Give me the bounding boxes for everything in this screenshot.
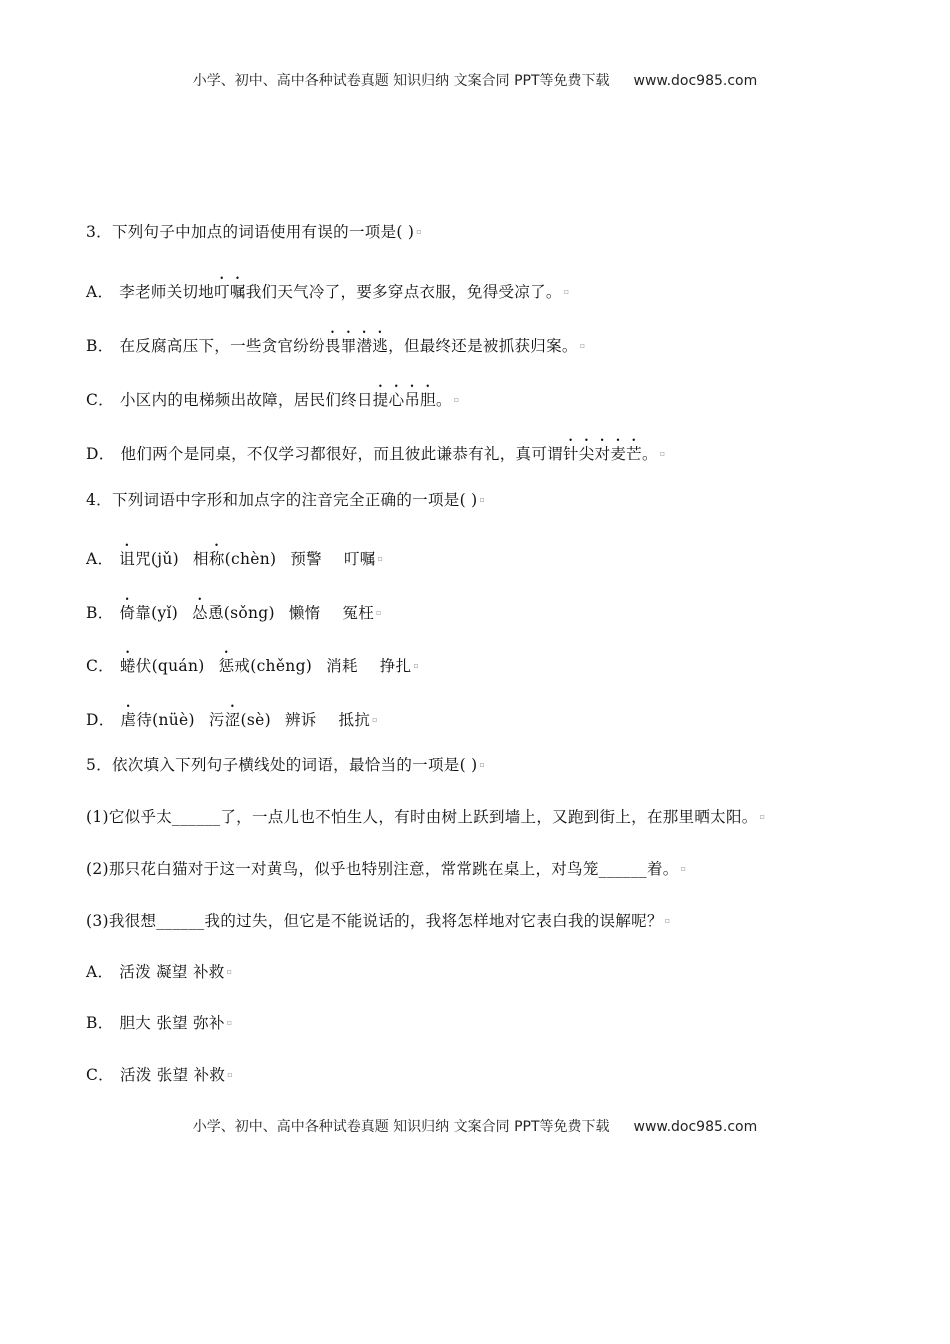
dotted-word: 提心吊胆 — [372, 391, 436, 409]
header-text: 小学、初中、高中各种试卷真题 知识归纳 文案合同 PPT等免费下载 — [192, 73, 610, 89]
q4-option-b: B． 倚靠(yǐ) 怂恿(sǒng) 懒惰 冤枉 ▫ — [86, 604, 382, 622]
q5-sentence-3: (3)我很想______我的过失，但它是不能说话的，我将怎样地对它表白我的误解呢？ ▫ — [86, 912, 671, 930]
q3-option-c: C． 小区内的电梯频出故障，居民们终日提心吊胆。 ▫ — [86, 391, 460, 409]
q5-stem: 5．依次填入下列句子横线处的词语，最恰当的一项是( ) ▫ — [86, 756, 486, 774]
dotted-word: 针尖对麦芒 — [562, 445, 642, 463]
page-footer — [0, 1116, 950, 1136]
q5-option-b: B． 胆大 张望 弥补 ▫ — [86, 1014, 233, 1032]
q5-sentence-1: (1)它似乎太______了，一点儿也不怕生人，有时由树上跃到墙上，又跑到街上，在那里晒太阳。 ▫ — [86, 808, 766, 826]
q3-option-b: B． 在反腐高压下，一些贪官纷纷畏罪潜逃，但最终还是被抓获归案。 ▫ — [86, 337, 586, 355]
dotted-word: 叮嘱 — [214, 283, 246, 301]
q4-option-a: A． 诅咒(jǔ) 相称(chèn) 预警 叮嘱 ▫ — [86, 550, 384, 568]
q3-option-a: A． 李老师关切地叮嘱我们天气冷了，要多穿点衣服，免得受凉了。 ▫ — [86, 283, 570, 301]
header-url[interactable]: www.doc985.com — [633, 73, 758, 89]
dotted-word: 畏罪潜逃 — [324, 337, 389, 355]
q5-sentence-2: (2)那只花白猫对于这一对黄鸟，似乎也特别注意，常常跳在桌上，对鸟笼______着。 ▫ — [86, 860, 687, 878]
q4-option-c: C． 蜷伏(quán) 惩戒(chěng) 消耗 挣扎 ▫ — [86, 657, 420, 675]
q4-stem: 4．下列词语中字形和加点字的注音完全正确的一项是( ) ▫ — [86, 491, 486, 509]
page-header — [0, 70, 950, 90]
q3-option-d: D． 他们两个是同桌，不仅学习都很好，而且彼此谦恭有礼，真可谓针尖对麦芒。 ▫ — [86, 445, 666, 463]
footer-text: 小学、初中、高中各种试卷真题 知识归纳 文案合同 PPT等免费下载 — [192, 1119, 610, 1135]
q5-option-c: C． 活泼 张望 补救 ▫ — [86, 1066, 233, 1084]
q4-option-d: D． 虐待(nüè) 污涩(sè) 辨诉 抵抗 ▫ — [86, 711, 378, 729]
footer-url[interactable]: www.doc985.com — [633, 1119, 758, 1135]
q3-stem: 3．下列句子中加点的词语使用有误的一项是( ) ▫ — [86, 223, 423, 241]
q5-option-a: A． 活泼 凝望 补救 ▫ — [86, 963, 233, 981]
